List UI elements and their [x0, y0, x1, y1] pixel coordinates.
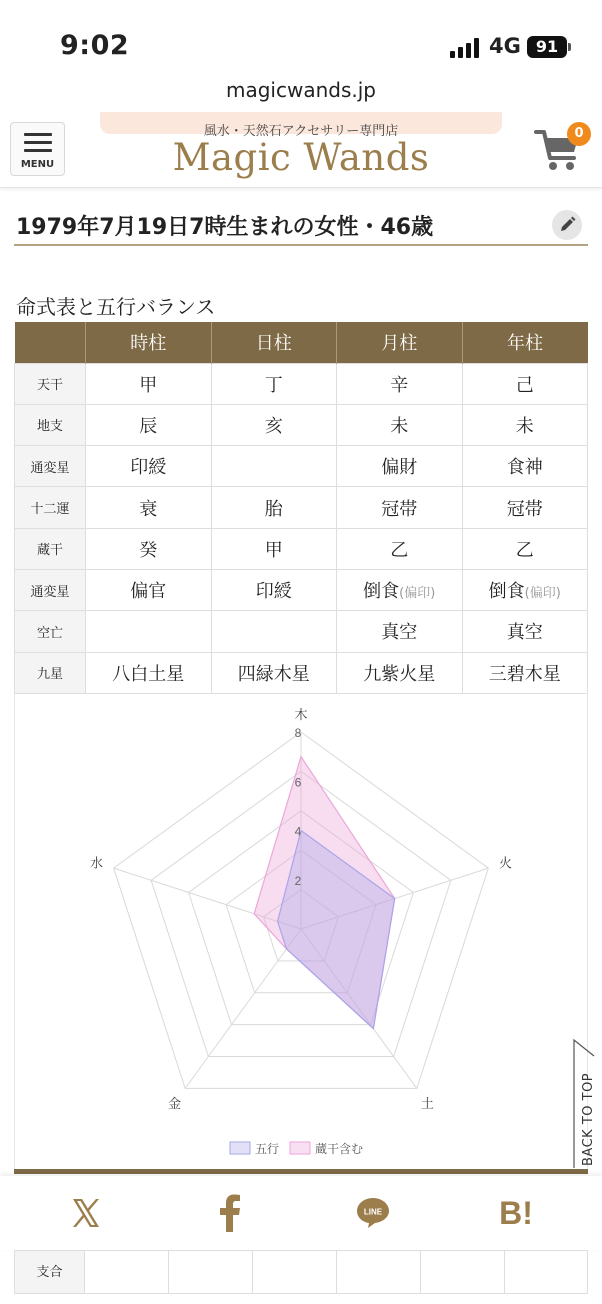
table-cell: 偏財: [337, 446, 463, 487]
table-cell: 辰: [86, 404, 212, 445]
column-header: 月柱: [337, 322, 463, 363]
cart-count-badge: 0: [567, 122, 591, 146]
battery-tip: [568, 43, 571, 51]
table-row: [15, 363, 588, 404]
radar-chart: [15, 693, 589, 1173]
radar-tick-label: 8: [294, 726, 302, 740]
table-cell: 甲: [211, 528, 337, 569]
battery-icon: 91: [527, 36, 567, 58]
table-cell: 丁: [211, 363, 337, 404]
shigo-table: [14, 1250, 588, 1304]
table-row: [15, 487, 588, 528]
column-header: 時柱: [86, 322, 212, 363]
hamburger-icon: [24, 149, 52, 152]
table-cell: [337, 1250, 421, 1294]
legend-swatch: [230, 1142, 250, 1154]
table-header-row: [15, 322, 588, 363]
radar-spoke: [185, 929, 301, 1088]
row-header: 通変星: [15, 569, 86, 610]
row-header: 支合: [14, 1250, 85, 1294]
legend-label: 五行: [255, 1142, 280, 1156]
x-icon: [69, 1196, 103, 1230]
menu-label: MENU: [20, 159, 55, 170]
table-cell: [253, 1250, 337, 1294]
table-row: [15, 404, 588, 445]
network-type: 4G: [489, 34, 521, 58]
signal-icon: [450, 38, 482, 58]
cell-main: 倒食: [488, 581, 525, 603]
table-cell: 印綬: [86, 446, 212, 487]
section-title: 命式表と五行バランス: [16, 295, 216, 319]
hamburger-icon: [24, 133, 52, 136]
table-cell: [85, 1250, 169, 1294]
table-row: [15, 528, 588, 569]
next-table-header: [14, 1169, 588, 1174]
row-header: 蔵干: [15, 528, 86, 569]
gogyo-chart-container: [14, 693, 588, 1173]
radar-series-area: [278, 831, 395, 1029]
table-cell: 真空: [462, 611, 588, 652]
status-bar: [0, 0, 602, 74]
page-title: 1979年7月19日7時生まれの女性・46歳: [16, 215, 434, 240]
table-cell: 八白土星: [86, 652, 212, 693]
site-header: [0, 112, 602, 188]
table-cell: [505, 1250, 588, 1294]
site-tagline: 風水・天然石アクセサリー専門店: [203, 124, 399, 139]
table-cell: 冠帯: [337, 487, 463, 528]
share-line-button[interactable]: [333, 1176, 413, 1250]
column-header: 日柱: [211, 322, 337, 363]
table-cell: 真空: [337, 611, 463, 652]
table-cell: 三碧木星: [462, 652, 588, 693]
table-cell: 甲: [86, 363, 212, 404]
table-cell: [86, 611, 212, 652]
table-cell: 未: [337, 404, 463, 445]
cell-main: 印綬: [255, 581, 292, 603]
radar-tick-label: 6: [294, 775, 302, 790]
back-to-top-button[interactable]: BACK TO TOP: [581, 1072, 596, 1166]
row-header: 天干: [15, 363, 86, 404]
row-header: 九星: [15, 652, 86, 693]
column-header: 年柱: [462, 322, 588, 363]
table-cell: 乙: [337, 528, 463, 569]
radar-axis-label: 火: [498, 856, 512, 872]
pencil-icon: [552, 210, 582, 240]
table-cell: 衰: [86, 487, 212, 528]
table-cell: 辛: [337, 363, 463, 404]
facebook-icon: [218, 1194, 242, 1232]
table-cell: 九紫火星: [337, 652, 463, 693]
line-icon-label: LINE: [363, 1207, 383, 1217]
table-cell: [421, 1250, 505, 1294]
table-cell: [211, 446, 337, 487]
radar-axis-label: 木: [294, 708, 308, 723]
cell-sub: (偏印): [399, 586, 436, 602]
table-cell: 乙: [462, 528, 588, 569]
share-x-button[interactable]: [46, 1176, 126, 1250]
title-underline: [14, 244, 588, 246]
menu-button[interactable]: [10, 122, 65, 176]
table-cell: [86, 569, 212, 610]
table-cell: [169, 1250, 253, 1294]
table-cell: [462, 569, 588, 610]
cell-sub: (偏印): [524, 586, 561, 602]
share-hatena-button[interactable]: [476, 1176, 556, 1250]
legend-swatch: [290, 1142, 310, 1154]
status-time: 9:02: [60, 30, 130, 61]
table-row: [15, 569, 588, 610]
radar-axis-label: 水: [90, 856, 104, 872]
radar-tick-label: 4: [294, 824, 302, 839]
share-facebook-button[interactable]: [190, 1176, 270, 1250]
radar-axis-label: 金: [168, 1096, 182, 1112]
table-cell: 胎: [211, 487, 337, 528]
address-bar-url[interactable]: magicwands.jp: [226, 78, 376, 102]
cell-main: 倒食: [363, 581, 400, 603]
table-row: [15, 652, 588, 693]
edit-button[interactable]: [552, 210, 582, 240]
line-icon: [356, 1197, 390, 1229]
table-cell: [211, 569, 337, 610]
row-header: 通変星: [15, 446, 86, 487]
table-cell: 食神: [462, 446, 588, 487]
table-cell: 未: [462, 404, 588, 445]
meishiki-table: [14, 322, 588, 694]
table-row: [15, 446, 588, 487]
row-header: 十二運: [15, 487, 86, 528]
table-cell: [337, 569, 463, 610]
share-bar: [0, 1176, 602, 1250]
table-cell: 冠帯: [462, 487, 588, 528]
radar-axis-label: 土: [420, 1096, 434, 1112]
table-cell: [211, 611, 337, 652]
table-corner: [15, 322, 86, 363]
row-header: 地支: [15, 404, 86, 445]
table-row: [15, 611, 588, 652]
table-cell: 癸: [86, 528, 212, 569]
table-cell: 己: [462, 363, 588, 404]
hamburger-icon: [24, 141, 52, 144]
table-cell: 四緑木星: [211, 652, 337, 693]
radar-tick-label: 2: [294, 873, 302, 888]
site-logo[interactable]: Magic Wands: [172, 136, 430, 179]
row-header: 空亡: [15, 611, 86, 652]
hatena-bookmark-icon: B!: [499, 1194, 533, 1231]
table-cell: 亥: [211, 404, 337, 445]
cell-main: 偏官: [130, 581, 167, 603]
legend-label: 蔵干含む: [315, 1142, 364, 1156]
